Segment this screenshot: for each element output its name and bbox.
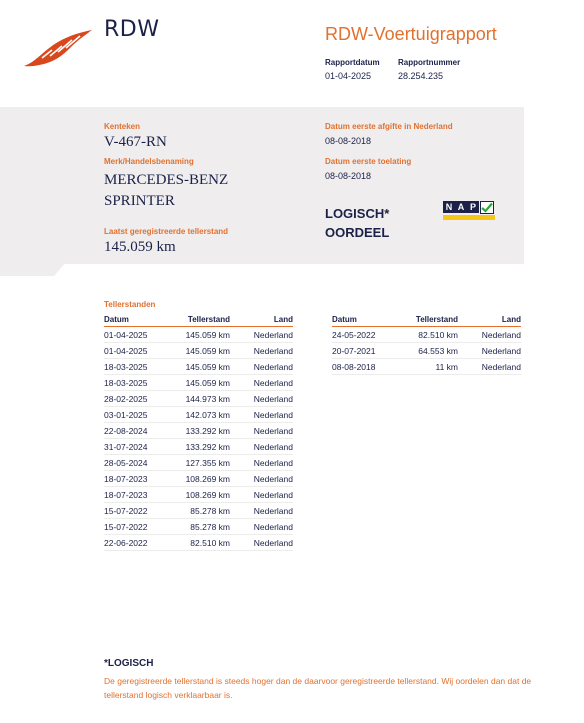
cell-country: Nederland bbox=[230, 391, 293, 407]
table-row bbox=[104, 439, 293, 455]
cell-country: Nederland bbox=[458, 327, 521, 343]
footnote-text: De geregistreerde tellerstand is steeds hoger dan de daarvoor geregistreerde tellerstand. Wij oordelen dan dat de tellerstand logisch verklaarbaar is. bbox=[104, 676, 532, 700]
cell-country: Nederland bbox=[230, 343, 293, 359]
cell-reading: 85.278 km bbox=[176, 519, 230, 535]
nap-letter: N bbox=[443, 201, 455, 213]
cell-reading: 133.292 km bbox=[176, 439, 230, 455]
report-date: 01-04-2025 bbox=[325, 71, 372, 81]
odometer-label: Laatst geregistreerde tellerstand bbox=[104, 227, 229, 236]
cell-date: 18-07-2023 bbox=[104, 471, 176, 487]
col-reading-header: Tellerstand bbox=[404, 314, 458, 327]
table-row bbox=[332, 359, 521, 375]
odometer-table-right bbox=[332, 314, 521, 375]
cell-date: 22-08-2024 bbox=[104, 423, 176, 439]
nap-logo bbox=[443, 201, 495, 221]
cell-reading: 64.553 km bbox=[404, 343, 458, 359]
table-row bbox=[104, 327, 293, 343]
report-number-label: Rapportnummer bbox=[398, 58, 461, 67]
col-reading-header: Tellerstand bbox=[176, 314, 230, 327]
table-row bbox=[104, 471, 293, 487]
table-row bbox=[104, 519, 293, 535]
brand-name: RDW bbox=[104, 17, 160, 42]
table-row bbox=[104, 407, 293, 423]
first-nl-label: Datum eerste afgifte in Nederland bbox=[325, 122, 453, 131]
cell-date: 18-03-2025 bbox=[104, 375, 176, 391]
odometer-value: 145.059 km bbox=[104, 239, 176, 255]
make-value: MERCEDES-BENZ bbox=[104, 172, 229, 188]
cell-country: Nederland bbox=[230, 439, 293, 455]
cell-date: 03-01-2025 bbox=[104, 407, 176, 423]
cell-reading: 82.510 km bbox=[176, 535, 230, 551]
table-row bbox=[104, 343, 293, 359]
cell-country: Nederland bbox=[230, 487, 293, 503]
cell-date: 31-07-2024 bbox=[104, 439, 176, 455]
cell-reading: 144.973 km bbox=[176, 391, 230, 407]
cell-reading: 142.073 km bbox=[176, 407, 230, 423]
nap-letter: A bbox=[455, 201, 467, 213]
col-date-header: Datum bbox=[104, 314, 176, 327]
plate-label: Kenteken bbox=[104, 122, 141, 131]
cell-date: 28-05-2024 bbox=[104, 455, 176, 471]
panel-notch bbox=[0, 262, 66, 276]
checkmark-icon bbox=[480, 201, 494, 214]
verdict-text: LOGISCH* OORDEEL bbox=[325, 206, 390, 240]
nap-letter: P bbox=[467, 201, 479, 213]
first-admission-label: Datum eerste toelating bbox=[325, 157, 412, 166]
rdw-logo-icon bbox=[22, 28, 94, 70]
cell-reading: 133.292 km bbox=[176, 423, 230, 439]
model-value: SPRINTER bbox=[104, 193, 175, 209]
report-title: RDW-Voertuigrapport bbox=[325, 24, 497, 44]
table-row bbox=[104, 487, 293, 503]
report-number: 28.254.235 bbox=[398, 71, 444, 81]
table-row bbox=[104, 375, 293, 391]
cell-date: 15-07-2022 bbox=[104, 503, 176, 519]
cell-reading: 145.059 km bbox=[176, 375, 230, 391]
first-nl-value: 08-08-2018 bbox=[325, 136, 372, 146]
cell-reading: 145.059 km bbox=[176, 359, 230, 375]
footnote-title: *LOGISCH bbox=[104, 658, 154, 669]
odometer-section-title: Tellerstanden bbox=[104, 300, 156, 309]
cell-country: Nederland bbox=[230, 455, 293, 471]
table-row bbox=[104, 359, 293, 375]
table-row bbox=[104, 455, 293, 471]
table-row bbox=[332, 343, 521, 359]
cell-country: Nederland bbox=[230, 359, 293, 375]
cell-date: 01-04-2025 bbox=[104, 343, 176, 359]
cell-country: Nederland bbox=[230, 375, 293, 391]
col-date-header: Datum bbox=[332, 314, 404, 327]
cell-country: Nederland bbox=[230, 503, 293, 519]
odometer-table-left bbox=[104, 314, 293, 551]
cell-date: 08-08-2018 bbox=[332, 359, 404, 375]
cell-date: 24-05-2022 bbox=[332, 327, 404, 343]
report-date-label: Rapportdatum bbox=[325, 58, 380, 67]
cell-country: Nederland bbox=[230, 423, 293, 439]
col-country-header: Land bbox=[458, 314, 521, 327]
cell-date: 18-07-2023 bbox=[104, 487, 176, 503]
cell-reading: 82.510 km bbox=[404, 327, 458, 343]
cell-reading: 108.269 km bbox=[176, 487, 230, 503]
cell-country: Nederland bbox=[230, 471, 293, 487]
table-row bbox=[104, 503, 293, 519]
cell-country: Nederland bbox=[458, 359, 521, 375]
cell-date: 15-07-2022 bbox=[104, 519, 176, 535]
cell-country: Nederland bbox=[230, 327, 293, 343]
table-row bbox=[104, 391, 293, 407]
first-admission-value: 08-08-2018 bbox=[325, 171, 372, 181]
cell-country: Nederland bbox=[230, 535, 293, 551]
cell-date: 28-02-2025 bbox=[104, 391, 176, 407]
table-row bbox=[104, 535, 293, 551]
cell-reading: 127.355 km bbox=[176, 455, 230, 471]
col-country-header: Land bbox=[230, 314, 293, 327]
cell-country: Nederland bbox=[230, 519, 293, 535]
cell-country: Nederland bbox=[230, 407, 293, 423]
cell-reading: 85.278 km bbox=[176, 503, 230, 519]
cell-date: 01-04-2025 bbox=[104, 327, 176, 343]
table-row bbox=[104, 423, 293, 439]
table-row bbox=[332, 327, 521, 343]
cell-reading: 11 km bbox=[404, 359, 458, 375]
cell-date: 18-03-2025 bbox=[104, 359, 176, 375]
cell-country: Nederland bbox=[458, 343, 521, 359]
cell-date: 20-07-2021 bbox=[332, 343, 404, 359]
nap-bar bbox=[443, 215, 495, 220]
cell-reading: 145.059 km bbox=[176, 327, 230, 343]
cell-reading: 145.059 km bbox=[176, 343, 230, 359]
make-label: Merk/Handelsbenaming bbox=[104, 157, 194, 166]
cell-date: 22-06-2022 bbox=[104, 535, 176, 551]
cell-reading: 108.269 km bbox=[176, 471, 230, 487]
plate-value: V-467-RN bbox=[104, 134, 167, 150]
